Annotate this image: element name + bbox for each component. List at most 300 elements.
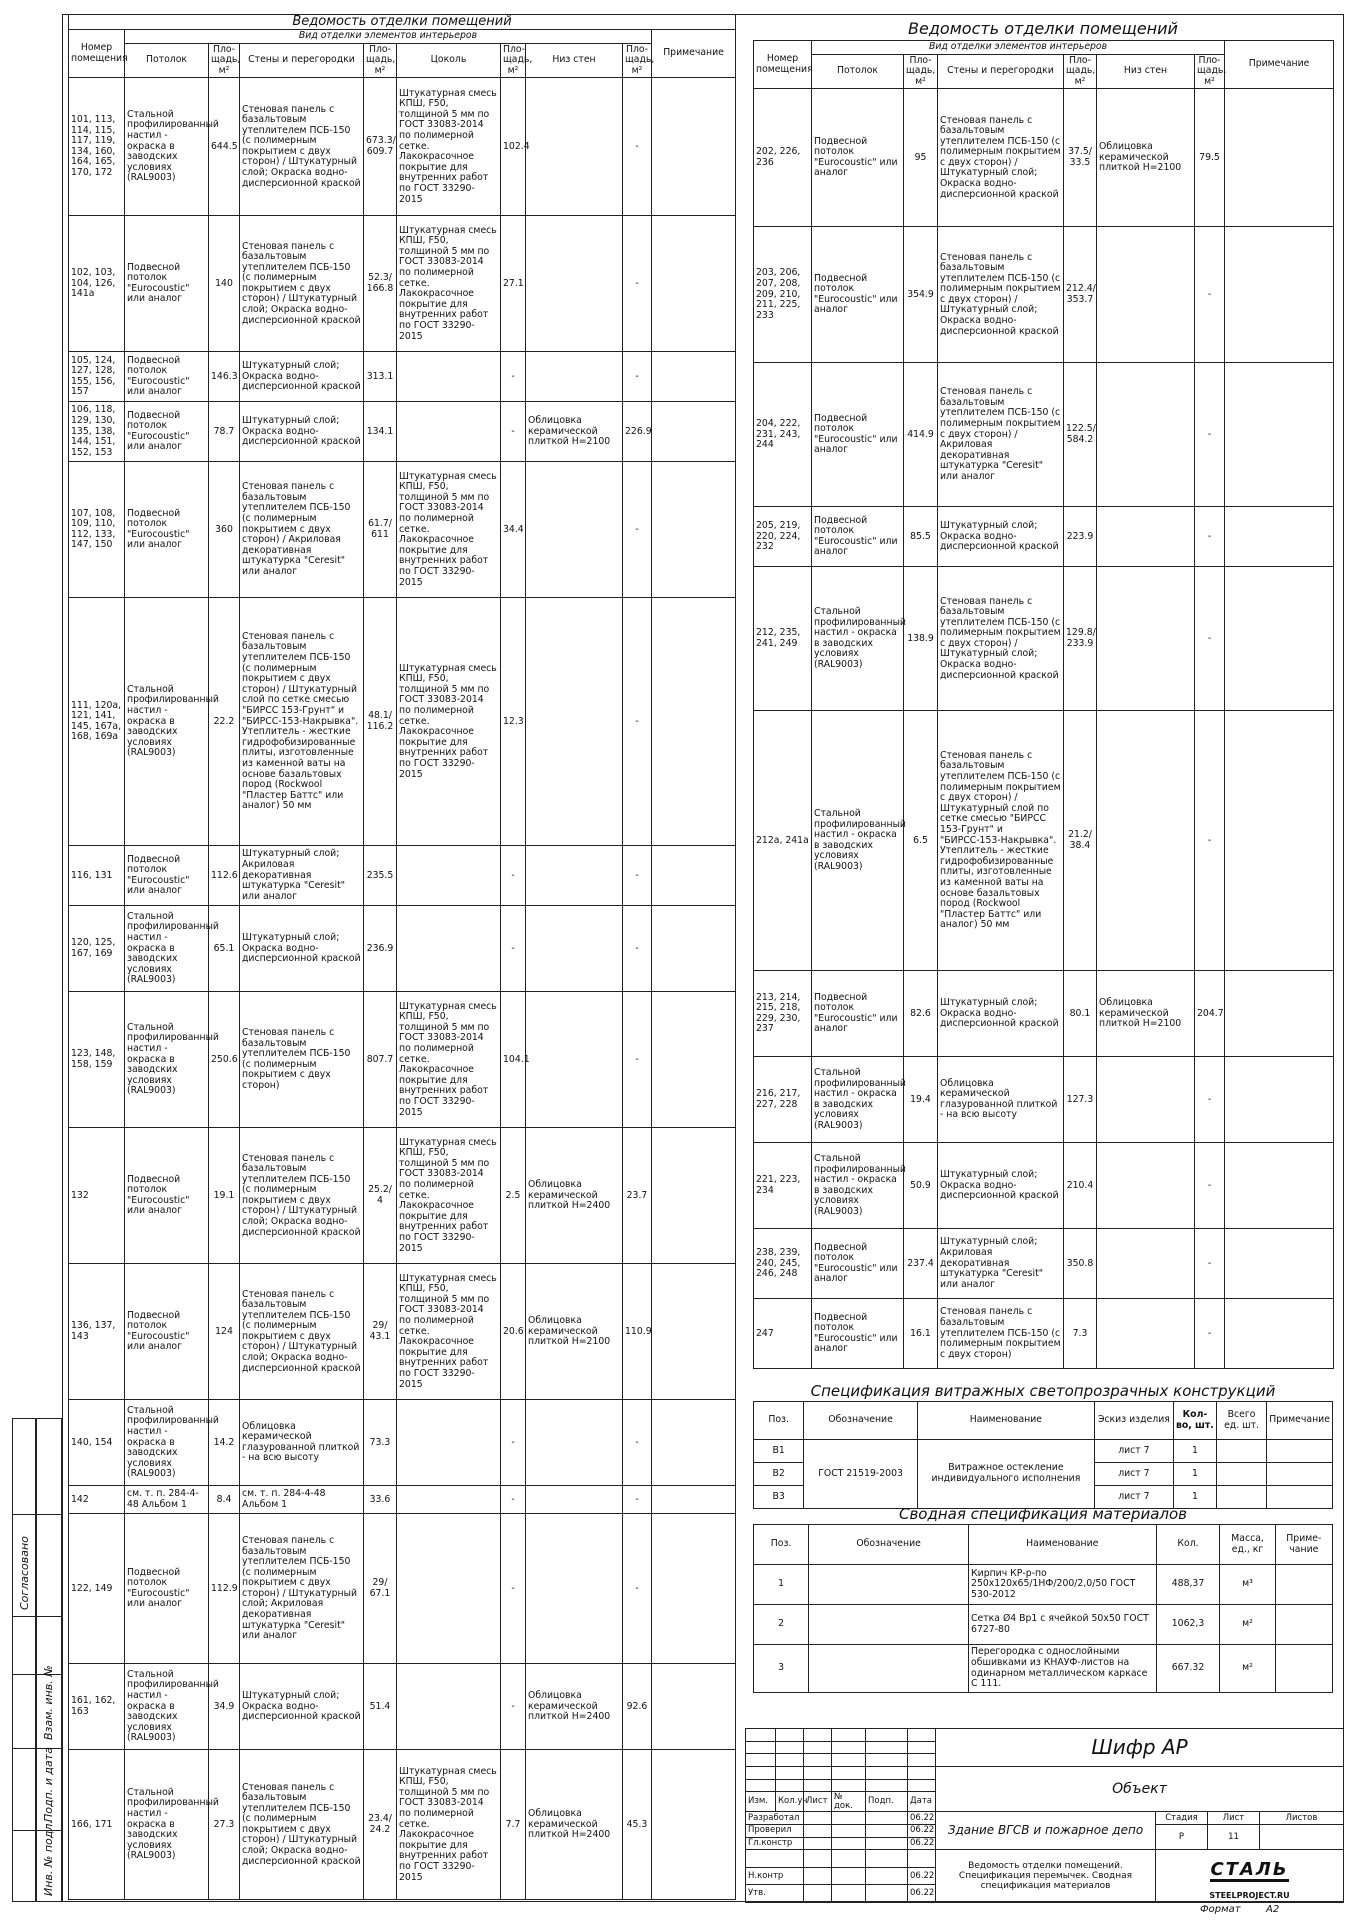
table-cell: Подвесной потолок "Eurocoustic" или аналог (125, 462, 209, 598)
stamp-stage-label: Стадия (1156, 1812, 1208, 1825)
table-cell: Штукатурный слой; Окраска водно-дисперсионной краской (240, 402, 364, 462)
table-cell: - (501, 402, 526, 462)
table-cell: 33.6 (364, 1486, 397, 1514)
table-cell: Штукатурный слой; Окраска водно-дисперсионной краской (240, 906, 364, 992)
table-cell (809, 1565, 969, 1605)
table-cell: 82.6 (904, 971, 938, 1057)
table-row (754, 1565, 1333, 1605)
table-cell: Стальной профилированный настил - окраска в заводских условиях (RAL9003) (812, 711, 904, 971)
table-cell (526, 598, 623, 846)
table-cell: Подвесной потолок "Eurocoustic" или аналог (812, 89, 904, 227)
table-cell: Стальной профилированный настил - окраска в заводских условиях (RAL9003) (125, 598, 209, 846)
table-cell (526, 1486, 623, 1514)
table-cell: 236.9 (364, 906, 397, 992)
vit-sketch: лист 7 (1094, 1486, 1173, 1509)
stamp-date (908, 1850, 936, 1868)
side-podp: Подп. и дата (42, 1747, 55, 1822)
table-cell: Стеновая панель с базальтовым утеплителем ПСБ-150 (с полимерным покрытием с двух сторон) / Штукатурный слой; Окраска водно-дисперсионной краской (240, 1128, 364, 1264)
table-cell (652, 1486, 736, 1514)
table-cell: 238, 239, 240, 245, 246, 248 (754, 1229, 812, 1299)
hdr-ceiling: Потолок (125, 43, 209, 78)
table-cell (397, 906, 501, 992)
table-cell: 112.6 (209, 846, 240, 906)
table-cell: - (501, 1664, 526, 1750)
hdr-area: Пло-щадь, м² (364, 43, 397, 78)
table-cell: 19.4 (904, 1057, 938, 1143)
table-row (754, 711, 1334, 971)
table-cell: 112.9 (209, 1514, 240, 1664)
table-cell: 16.1 (904, 1299, 938, 1369)
table-cell (809, 1605, 969, 1645)
table-cell: Сетка Ø4 Вр1 с ячейкой 50х50 ГОСТ 6727-80 (969, 1605, 1156, 1645)
hdr-note: Примечание (1225, 41, 1334, 89)
table-cell: 1 (754, 1565, 809, 1605)
vit-hdr: Эскиз изделия (1094, 1402, 1173, 1440)
table-cell: Стальной профилированный настил - окраска в заводских условиях (RAL9003) (125, 1400, 209, 1486)
mat-hdr: Кол. (1156, 1525, 1220, 1565)
table-cell: 48.1/ 116.2 (364, 598, 397, 846)
vit-hdr: Всего ед. шт. (1216, 1402, 1266, 1440)
table-cell: 85.5 (904, 507, 938, 567)
stamp-col-izm: Изм. (746, 1792, 776, 1812)
stamp-col-podp: Подп. (866, 1792, 908, 1812)
table-cell: 138.9 (904, 567, 938, 711)
table-cell: Штукатурный слой; Окраска водно-дисперсионной краской (240, 1664, 364, 1750)
table-row (69, 402, 736, 462)
stamp-role: Н.контр (746, 1867, 804, 1885)
table-row (754, 567, 1334, 711)
table-row (69, 1264, 736, 1400)
table-cell: 34.4 (501, 462, 526, 598)
logo-text: СТАЛЬ (1210, 1858, 1289, 1880)
table-cell: Стеновая панель с базальтовым утеплителем ПСБ-150 (с полимерным покрытием с двух сторон) (938, 1299, 1064, 1369)
table-cell: Штукатурная смесь КПШ, F50, толщиной 5 мм по ГОСТ 33083-2014 по полимерной сетке. Лакокрасочное покрытие для внутренних работ по ГОСТ 33290-2015 (397, 598, 501, 846)
table-row (69, 1486, 736, 1514)
table-cell (652, 462, 736, 598)
vit-designation: ГОСТ 21519-2003 (804, 1440, 918, 1509)
table-cell: Кирпич КР-р-по 250х120х65/1НФ/200/2,0/50 ГОСТ 530-2012 (969, 1565, 1156, 1605)
table-cell: 106, 118, 129, 130, 135, 138, 144, 151, 152, 153 (69, 402, 125, 462)
table-row (69, 352, 736, 402)
table-cell: 212, 235, 241, 249 (754, 567, 812, 711)
table-cell: Облицовка керамической плиткой Н=2100 (1097, 89, 1195, 227)
hdr-room: Номер помещения (69, 30, 125, 78)
table-cell: 221, 223, 234 (754, 1143, 812, 1229)
table-row (754, 1143, 1334, 1229)
stamp-role: Разработал (746, 1812, 804, 1825)
table-cell: Стеновая панель с базальтовым утеплителем ПСБ-150 (с полимерным покрытием с двух сторон) / Штукатурный слой; Окраска водно-дисперсионной краской (938, 89, 1064, 227)
table-cell: 122, 149 (69, 1514, 125, 1664)
right-table-title: Ведомость отделки помещений (908, 19, 1178, 38)
table-cell: 2 (754, 1605, 809, 1645)
side-approval-strip (12, 1418, 62, 1902)
table-cell: 22.2 (209, 598, 240, 846)
table-cell: 205, 219, 220, 224, 232 (754, 507, 812, 567)
table-cell: Штукатурная смесь КПШ, F50, толщиной 5 мм по ГОСТ 33083-2014 по полимерной сетке. Лакокрасочное покрытие для внутренних работ по ГОСТ 33290-2015 (397, 1750, 501, 1900)
table-cell: Облицовка керамической плиткой Н=2400 (526, 1128, 623, 1264)
stamp-sheets (1260, 1824, 1344, 1849)
table-cell (652, 992, 736, 1128)
table-row (754, 227, 1334, 363)
table-cell: 50.9 (904, 1143, 938, 1229)
mat-hdr: Приме-чание (1275, 1525, 1332, 1565)
table-cell: 644.5 (209, 78, 240, 216)
table-cell: 65.1 (209, 906, 240, 992)
table-cell: 95 (904, 89, 938, 227)
stamp-col-list: Лист (804, 1792, 832, 1812)
mat-hdr: Обозначение (809, 1525, 969, 1565)
table-cell: Стальной профилированный настил - окраска в заводских условиях (RAL9003) (125, 1664, 209, 1750)
title-block (745, 1728, 1343, 1903)
table-row (754, 1057, 1334, 1143)
table-cell: 313.1 (364, 352, 397, 402)
table-cell: 27.1 (501, 216, 526, 352)
table-cell: - (623, 462, 652, 598)
table-cell: 110.9 (623, 1264, 652, 1400)
table-cell: 142 (69, 1486, 125, 1514)
table-cell: 102.4 (501, 78, 526, 216)
table-row (754, 363, 1334, 507)
table-cell: 2.5 (501, 1128, 526, 1264)
table-cell (1097, 1229, 1195, 1299)
table-cell: 127.3 (1064, 1057, 1097, 1143)
stamp-col-date: Дата (908, 1792, 936, 1812)
vit-hdr: Наименование (917, 1402, 1094, 1440)
table-cell (526, 462, 623, 598)
table-cell: Штукатурная смесь КПШ, F50, толщиной 5 мм по ГОСТ 33083-2014 по полимерной сетке. Лакокрасочное покрытие для внутренних работ по ГОСТ 33290-2015 (397, 462, 501, 598)
hdr-ceiling: Потолок (812, 54, 904, 89)
table-cell: 237.4 (904, 1229, 938, 1299)
table-cell (652, 216, 736, 352)
finish-schedule-left (68, 14, 735, 1900)
table-cell: - (623, 216, 652, 352)
table-cell: 23.7 (623, 1128, 652, 1264)
table-cell: 204, 222, 231, 243, 244 (754, 363, 812, 507)
table-cell (397, 1514, 501, 1664)
stamp-sheet-label: Лист (1208, 1812, 1260, 1825)
table-cell: Стеновая панель с базальтовым утеплителем ПСБ-150 (с полимерным покрытием с двух сторон) (240, 992, 364, 1128)
table-cell: Стеновая панель с базальтовым утеплителем ПСБ-150 (с полимерным покрытием с двух сторон) / Штукатурный слой; Окраска водно-дисперсионной краской (240, 216, 364, 352)
table-cell: 203, 206, 207, 208, 209, 210, 211, 225, 233 (754, 227, 812, 363)
materials-title: Сводная спецификация материалов (898, 1505, 1187, 1523)
table-cell (1097, 1143, 1195, 1229)
table-cell (1225, 1229, 1334, 1299)
hdr-group: Вид отделки элементов интерьеров (812, 41, 1225, 55)
table-cell: 79.5 (1195, 89, 1225, 227)
mat-hdr: Масса, ед., кг (1220, 1525, 1275, 1565)
stamp-sheets-label: Листов (1260, 1812, 1344, 1825)
table-cell: 673.3/ 609.7 (364, 78, 397, 216)
table-cell: 360 (209, 462, 240, 598)
stamp-date: 06.22 (908, 1837, 936, 1850)
hdr-area: Пло-щадь, м² (623, 43, 652, 78)
vit-hdr: Кол-во, шт. (1173, 1402, 1216, 1440)
stamp-role: Проверил (746, 1824, 804, 1837)
table-cell (652, 598, 736, 846)
table-row (69, 1750, 736, 1900)
stamp-date: 06.22 (908, 1812, 936, 1825)
table-row (69, 992, 736, 1128)
table-cell: 12.3 (501, 598, 526, 846)
materials-spec (753, 1504, 1333, 1693)
table-cell (652, 402, 736, 462)
stamp-col-ndoc: № док. (832, 1792, 866, 1812)
table-cell: 34.9 (209, 1664, 240, 1750)
table-cell: - (1195, 507, 1225, 567)
table-cell (652, 352, 736, 402)
side-agreed: Согласовано (18, 1536, 31, 1610)
table-cell (652, 1400, 736, 1486)
vit-sketch: лист 7 (1094, 1463, 1173, 1486)
side-inv: Инв. № подл. (42, 1820, 55, 1896)
table-cell: Штукатурная смесь КПШ, F50, толщиной 5 мм по ГОСТ 33083-2014 по полимерной сетке. Лакокрасочное покрытие для внутренних работ по ГОСТ 33290-2015 (397, 992, 501, 1128)
table-cell (652, 78, 736, 216)
stamp-role: Гл.констр (746, 1837, 804, 1850)
table-cell: 223.9 (1064, 507, 1097, 567)
table-cell: Подвесной потолок "Eurocoustic" или аналог (812, 971, 904, 1057)
table-cell: 104.1 (501, 992, 526, 1128)
table-cell: 140 (209, 216, 240, 352)
table-cell: Подвесной потолок "Eurocoustic" или аналог (125, 216, 209, 352)
table-cell: 134.1 (364, 402, 397, 462)
table-cell (526, 78, 623, 216)
hdr-area: Пло-щадь, м² (1064, 54, 1097, 89)
table-cell: Штукатурная смесь КПШ, F50, толщиной 5 мм по ГОСТ 33083-2014 по полимерной сетке. Лакокрасочное покрытие для внутренних работ по ГОСТ 33290-2015 (397, 216, 501, 352)
table-cell: - (623, 906, 652, 992)
table-cell: - (1195, 1299, 1225, 1369)
table-row (69, 1664, 736, 1750)
table-cell: - (623, 598, 652, 846)
table-cell: - (623, 78, 652, 216)
table-cell (652, 1664, 736, 1750)
table-cell (1225, 507, 1334, 567)
hdr-room: Номер помещения (754, 41, 812, 89)
table-cell: Штукатурный слой; Окраска водно-дисперсионной краской (240, 352, 364, 402)
table-cell: Стальной профилированный настил - окраска в заводских условиях (RAL9003) (812, 567, 904, 711)
table-cell: 101, 113, 114, 115, 117, 119, 134, 160, 164, 165, 170, 172 (69, 78, 125, 216)
stamp-sheet: 11 (1208, 1824, 1260, 1849)
stamp-role: Утв. (746, 1885, 804, 1903)
table-row (754, 89, 1334, 227)
company-logo (1156, 1850, 1344, 1903)
table-cell: - (1195, 1229, 1225, 1299)
table-cell: Стеновая панель с базальтовым утеплителем ПСБ-150 (с полимерным покрытием с двух сторон) / Акриловая декоративная штукатурка "Ceresit" или аналог (240, 462, 364, 598)
table-cell: 350.8 (1064, 1229, 1097, 1299)
table-cell: 14.2 (209, 1400, 240, 1486)
table-cell: 116, 131 (69, 846, 125, 906)
table-cell: 807.7 (364, 992, 397, 1128)
table-cell (809, 1645, 969, 1693)
table-cell: Облицовка керамической плиткой Н=2400 (526, 1750, 623, 1900)
table-cell: 667.32 (1156, 1645, 1220, 1693)
table-cell: Облицовка керамической плиткой Н=2100 (526, 402, 623, 462)
table-cell (397, 402, 501, 462)
mat-hdr: Наименование (969, 1525, 1156, 1565)
table-cell: 51.4 (364, 1664, 397, 1750)
hdr-plinth: Цоколь (397, 43, 501, 78)
table-cell: 105, 124, 127, 128, 155, 156, 157 (69, 352, 125, 402)
table-cell: 488,37 (1156, 1565, 1220, 1605)
table-cell (1097, 711, 1195, 971)
vit-hdr: Примечание (1267, 1402, 1333, 1440)
table-cell (397, 1664, 501, 1750)
table-row (754, 971, 1334, 1057)
table-cell: - (623, 352, 652, 402)
table-cell: - (1195, 1143, 1225, 1229)
side-vzam: Взам. инв. № (42, 1665, 55, 1740)
table-cell (1097, 363, 1195, 507)
table-cell: 216, 217, 227, 228 (754, 1057, 812, 1143)
table-cell: 80.1 (1064, 971, 1097, 1057)
table-row (69, 1400, 736, 1486)
table-cell: Перегородка с однослойными обшивками из КНАУФ-листов на одинарном металлическом каркасе С 111. (969, 1645, 1156, 1693)
vit-pos: В2 (754, 1463, 804, 1486)
table-cell: 45.3 (623, 1750, 652, 1900)
vitrage-table (753, 1401, 1333, 1509)
table-cell (526, 906, 623, 992)
table-cell: - (1195, 227, 1225, 363)
table-cell: Облицовка керамической плиткой Н=2100 (526, 1264, 623, 1400)
table-cell: - (623, 1514, 652, 1664)
table-cell (397, 1486, 501, 1514)
table-cell (652, 1514, 736, 1664)
stamp-date: 06.22 (908, 1824, 936, 1837)
table-cell: - (623, 1400, 652, 1486)
table-row (754, 1299, 1334, 1369)
table-cell: см. т. п. 284-4-48 Альбом 1 (240, 1486, 364, 1514)
table-cell: 107, 108, 109, 110, 112, 133, 147, 150 (69, 462, 125, 598)
vitrage-spec (753, 1381, 1333, 1509)
table-cell: 29/ 43.1 (364, 1264, 397, 1400)
table-cell: Подвесной потолок "Eurocoustic" или аналог (812, 1299, 904, 1369)
table-cell: Стеновая панель с базальтовым утеплителем ПСБ-150 (с полимерным покрытием с двух сторон) / Акриловая декоративная штукатурка "Ceresit" или аналог (938, 363, 1064, 507)
table-cell: 124 (209, 1264, 240, 1400)
table-cell: - (623, 846, 652, 906)
hdr-group: Вид отделки элементов интерьеров (125, 30, 652, 44)
finish-table-left (68, 14, 736, 1900)
table-cell (1097, 567, 1195, 711)
table-cell (1225, 89, 1334, 227)
table-cell: Штукатурный слой; Окраска водно-дисперсионной краской (938, 971, 1064, 1057)
table-cell: 29/ 67.1 (364, 1514, 397, 1664)
hdr-area: Пло-щадь, м² (1195, 54, 1225, 89)
format-label (1200, 1904, 1279, 1915)
table-cell: Облицовка керамической плиткой Н=2400 (526, 1664, 623, 1750)
table-cell: 123, 148, 158, 159 (69, 992, 125, 1128)
table-cell: - (1195, 567, 1225, 711)
table-cell: 250.6 (209, 992, 240, 1128)
stamp-date: 06.22 (908, 1867, 936, 1885)
table-cell: 120, 125, 167, 169 (69, 906, 125, 992)
table-cell (526, 216, 623, 352)
table-cell (526, 846, 623, 906)
table-cell: Стальной профилированный настил - окраска в заводских условиях (RAL9003) (125, 906, 209, 992)
table-cell: Подвесной потолок "Eurocoustic" или аналог (812, 363, 904, 507)
table-cell: Облицовка керамической глазурованной плиткой - на всю высоту (938, 1057, 1064, 1143)
table-cell: 212.4/ 353.7 (1064, 227, 1097, 363)
vit-qty: 1 (1173, 1440, 1216, 1463)
table-cell: Штукатурный слой; Окраска водно-дисперсионной краской (938, 507, 1064, 567)
table-cell (397, 352, 501, 402)
hdr-area: Пло-щадь, м² (501, 43, 526, 78)
table-cell: 7.3 (1064, 1299, 1097, 1369)
table-cell: 52.3/ 166.8 (364, 216, 397, 352)
table-row (69, 216, 736, 352)
table-cell (1097, 1299, 1195, 1369)
table-row (69, 906, 736, 992)
table-row (69, 1514, 736, 1664)
table-cell (526, 1400, 623, 1486)
table-cell: Стеновая панель с базальтовым утеплителем ПСБ-150 (с полимерным покрытием с двух сторон) / Штукатурный слой; Окраска водно-дисперсионной краской (938, 567, 1064, 711)
table-cell: м² (1220, 1645, 1275, 1693)
table-cell: - (501, 906, 526, 992)
table-cell (1225, 711, 1334, 971)
table-cell: - (1195, 363, 1225, 507)
mat-hdr: Поз. (754, 1525, 809, 1565)
table-cell (652, 846, 736, 906)
table-cell (1225, 971, 1334, 1057)
table-cell: - (501, 1486, 526, 1514)
table-cell: 132 (69, 1128, 125, 1264)
table-cell: Стеновая панель с базальтовым утеплителем ПСБ-150 (с полимерным покрытием с двух сторон) / Штукатурный слой; Окраска водно-дисперсионной краской (240, 1750, 364, 1900)
table-cell: 20.6 (501, 1264, 526, 1400)
table-cell (1225, 1057, 1334, 1143)
format-value: А2 (1266, 1904, 1280, 1915)
table-cell: 129.8/ 233.9 (1064, 567, 1097, 711)
stamp-stage: Р (1156, 1824, 1208, 1849)
table-cell: 73.3 (364, 1400, 397, 1486)
hdr-walls: Стены и перегородки (938, 54, 1064, 89)
table-cell: 146.3 (209, 352, 240, 402)
table-cell: 6.5 (904, 711, 938, 971)
table-cell: - (1195, 1057, 1225, 1143)
table-cell: 247 (754, 1299, 812, 1369)
table-cell: 8.4 (209, 1486, 240, 1514)
table-cell: Штукатурная смесь КПШ, F50, толщиной 5 мм по ГОСТ 33083-2014 по полимерной сетке. Лакокрасочное покрытие для внутренних работ по ГОСТ 33290-2015 (397, 1264, 501, 1400)
vit-hdr: Обозначение (804, 1402, 918, 1440)
table-cell: - (501, 846, 526, 906)
table-cell (526, 992, 623, 1128)
table-cell (526, 352, 623, 402)
hdr-lower: Низ стен (1097, 54, 1195, 89)
table-cell: Подвесной потолок "Eurocoustic" или аналог (125, 352, 209, 402)
table-row (69, 846, 736, 906)
table-cell (1225, 567, 1334, 711)
table-cell (397, 1400, 501, 1486)
table-row (69, 462, 736, 598)
table-cell: Стеновая панель с базальтовым утеплителем ПСБ-150 (с полимерным покрытием с двух сторон) / Штукатурный слой по сетке смесью "БИРСС 153-Грунт" и "БИРСС-153-Накрывка". Утеплитель - жесткие гидрофобизированные плиты, изготовленные из каменной ваты на основе базальтовых пород (Rockwool "Пластер Баттс" или аналог) 50 мм (938, 711, 1064, 971)
table-cell: Облицовка керамической плиткой Н=2100 (1097, 971, 1195, 1057)
table-cell: 78.7 (209, 402, 240, 462)
table-row (69, 1128, 736, 1264)
hdr-area: Пло-щадь, м² (209, 43, 240, 78)
table-cell (652, 1128, 736, 1264)
table-cell: 213, 214, 215, 218, 229, 230, 237 (754, 971, 812, 1057)
table-cell: Облицовка керамической глазурованной плиткой - на всю высоту (240, 1400, 364, 1486)
table-cell: 92.6 (623, 1664, 652, 1750)
left-table-title: Ведомость отделки помещений (69, 15, 736, 30)
table-cell: см. т. п. 284-4-48 Альбом 1 (125, 1486, 209, 1514)
table-cell (397, 846, 501, 906)
stamp-col-kol: Кол.уч (776, 1792, 804, 1812)
table-cell: Стальной профилированный настил - окраска в заводских условиях (RAL9003) (125, 78, 209, 216)
format-label-text: Формат (1200, 1904, 1241, 1915)
table-cell: Штукатурная смесь КПШ, F50, толщиной 5 мм по ГОСТ 33083-2014 по полимерной сетке. Лакокрасочное покрытие для внутренних работ по ГОСТ 33290-2015 (397, 78, 501, 216)
table-cell: Стальной профилированный настил - окраска в заводских условиях (RAL9003) (812, 1057, 904, 1143)
table-cell: Подвесной потолок "Eurocoustic" или аналог (812, 227, 904, 363)
table-cell: 212а, 241а (754, 711, 812, 971)
stamp-date: 06.22 (908, 1885, 936, 1903)
